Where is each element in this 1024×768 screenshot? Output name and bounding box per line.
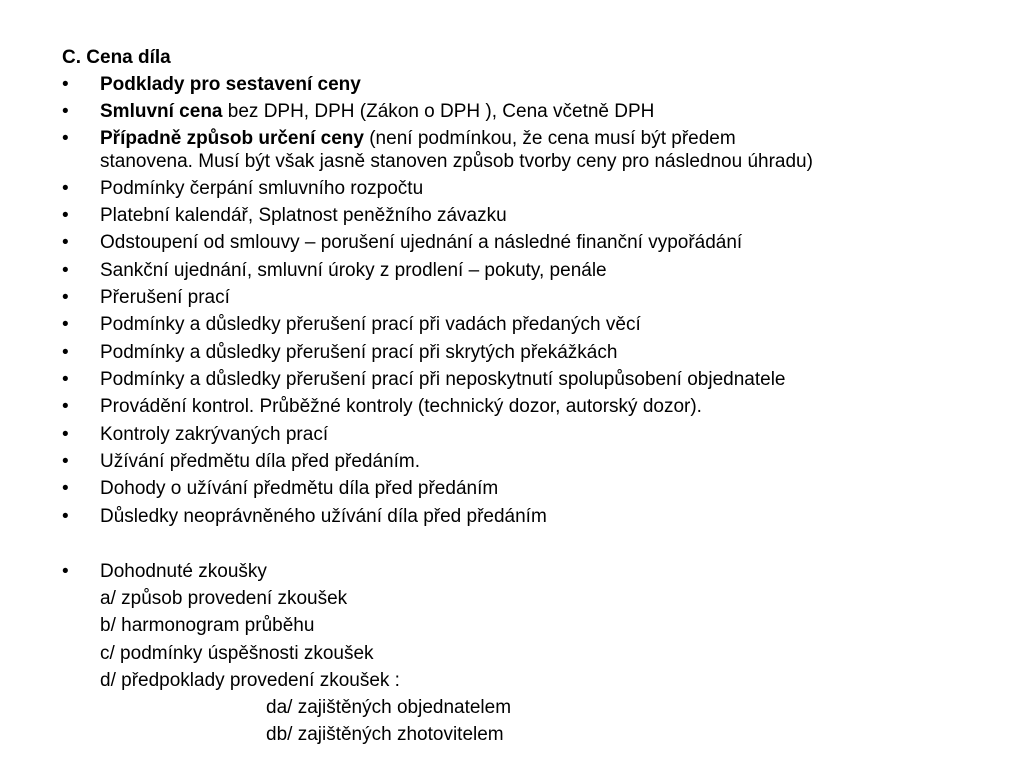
list-item-text xyxy=(100,74,361,96)
bullet-icon: • xyxy=(62,396,69,417)
list-item-rest: bez DPH, DPH (Zákon o DPH ), Cena včetně DPH xyxy=(222,101,655,122)
list-item-text xyxy=(100,128,736,150)
list-item-text: Podmínky a důsledky přerušení prací při skrytých překážkách xyxy=(100,342,618,363)
list-item-continuation: stanovena. Musí být však jasně stanoven způsob tvorby ceny pro následnou úhradu) xyxy=(100,151,813,172)
list-item-text: Užívání předmětu díla před předáním. xyxy=(100,451,421,472)
sub-item: d/ předpoklady provedení zkoušek : xyxy=(100,670,400,691)
list-item-text: Platební kalendář, Splatnost peněžního závazku xyxy=(100,205,507,226)
bullet-icon: • xyxy=(62,232,69,253)
sub-item: b/ harmonogram průběhu xyxy=(100,615,315,636)
sub-item: c/ podmínky úspěšnosti zkoušek xyxy=(100,643,374,664)
list-item-text: Odstoupení od smlouvy – porušení ujednání a následné finanční vypořádání xyxy=(100,232,743,253)
bullet-icon: • xyxy=(62,451,69,472)
list-item-text: Dohody o užívání předmětu díla před předáním xyxy=(100,478,499,499)
sub-sub-item: da/ zajištěných objednatelem xyxy=(266,697,512,718)
list-item-text: Podmínky a důsledky přerušení prací při neposkytnutí spolupůsobení objednatele xyxy=(100,369,786,390)
list-item-text: Kontroly zakrývaných prací xyxy=(100,424,329,445)
bullet-icon: • xyxy=(62,128,69,149)
list-item-bold: Podklady pro sestavení ceny xyxy=(100,74,361,95)
list-item-text: Důsledky neoprávněného užívání díla před předáním xyxy=(100,506,547,527)
list-item-text: Podmínky a důsledky přerušení prací při vadách předaných věcí xyxy=(100,314,641,335)
bullet-icon: • xyxy=(62,424,69,445)
bullet-icon: • xyxy=(62,506,69,527)
bullet-icon: • xyxy=(62,74,69,95)
bullet-icon: • xyxy=(62,101,69,122)
list-item-bold: Případně způsob určení ceny xyxy=(100,128,364,149)
bullet-icon: • xyxy=(62,178,69,199)
bullet-icon: • xyxy=(62,478,69,499)
list-item-text: Podmínky čerpání smluvního rozpočtu xyxy=(100,178,424,199)
list-item-rest: (není podmínkou, že cena musí být předem xyxy=(363,128,736,149)
bullet-icon: • xyxy=(62,260,69,281)
list-item-text: Dohodnuté zkoušky xyxy=(100,561,267,582)
list-item-text: Sankční ujednání, smluvní úroky z prodlení – pokuty, penále xyxy=(100,260,607,281)
section-heading: C. Cena díla xyxy=(62,47,171,68)
sub-sub-item: db/ zajištěných zhotovitelem xyxy=(266,724,504,745)
sub-item: a/ způsob provedení zkoušek xyxy=(100,588,348,609)
list-item-text xyxy=(100,101,654,123)
bullet-icon: • xyxy=(62,314,69,335)
list-item-bold: Smluvní cena xyxy=(100,101,223,122)
list-item-text: Provádění kontrol. Průběžné kontroly (technický dozor, autorský dozor). xyxy=(100,396,702,417)
bullet-icon: • xyxy=(62,205,69,226)
list-item-text: Přerušení prací xyxy=(100,287,230,308)
bullet-icon: • xyxy=(62,369,69,390)
bullet-icon: • xyxy=(62,561,69,582)
bullet-icon: • xyxy=(62,287,69,308)
bullet-icon: • xyxy=(62,342,69,363)
